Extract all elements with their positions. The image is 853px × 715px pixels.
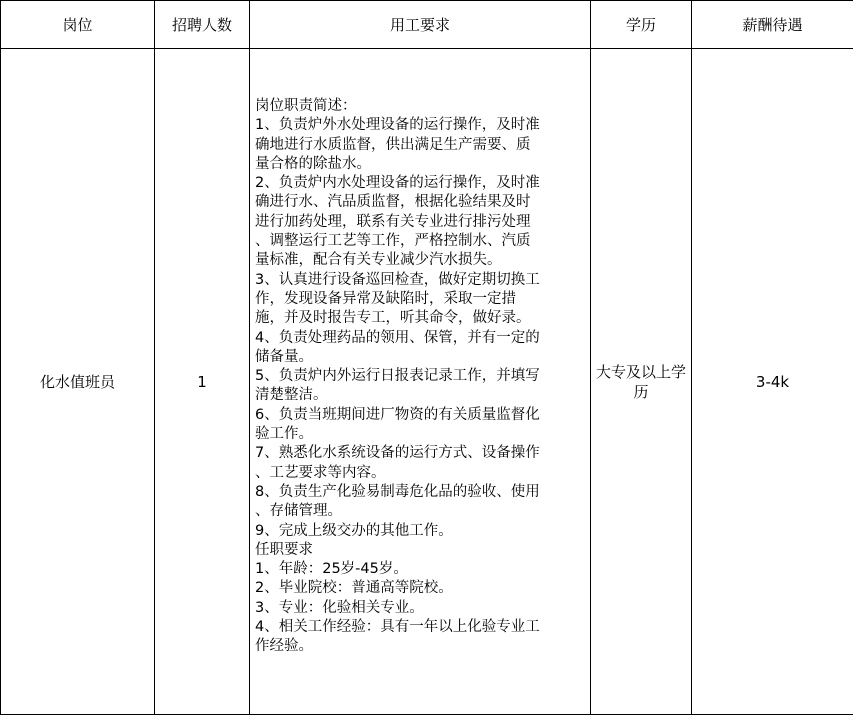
education-text: 大专及以上学历 (596, 362, 687, 401)
requirement-line: 2、负责炉内水处理设备的运行操作，及时准 (255, 175, 540, 192)
requirement-line: 1、负责炉外水处理设备的运行操作，及时准 (255, 117, 540, 134)
requirement-line: 任职要求 (255, 541, 313, 558)
requirement-line: 3、认真进行设备巡回检查，做好定期切换工 (255, 271, 540, 288)
requirement-line: 岗位职责简述： (255, 98, 357, 114)
requirement-line: 验工作。 (255, 426, 313, 443)
cell-requirements (250, 49, 591, 715)
requirement-line: 、工艺要求等内容。 (255, 464, 386, 481)
requirement-line: 量合格的除盐水。 (255, 155, 371, 172)
requirement-line: 6、负责当班期间进厂物资的有关质量监督化 (255, 406, 540, 423)
cell-headcount: 1 (155, 49, 250, 715)
table-row (1, 49, 853, 715)
header-education: 学历 (591, 1, 692, 49)
requirement-line: 5、负责炉内外运行日报表记录工作，并填写 (255, 368, 540, 385)
header-row (1, 1, 853, 49)
requirement-line: 3、专业：化验相关专业。 (255, 599, 424, 616)
requirement-line: 作经验。 (255, 638, 313, 655)
header-headcount: 招聘人数 (155, 1, 250, 49)
requirement-line: 施，并及时报告专工，听其命令，做好录。 (255, 310, 531, 327)
cell-education (591, 49, 692, 715)
requirement-line: 4、相关工作经验：具有一年以上化验专业工 (255, 619, 540, 636)
requirement-line: 1、年龄：25岁-45岁。 (255, 561, 408, 578)
requirement-line: 清楚整洁。 (255, 387, 328, 404)
requirement-line: 9、完成上级交办的其他工作。 (255, 522, 453, 539)
requirement-line: 确地进行水质监督，供出满足生产需要、质 (255, 136, 531, 153)
cell-salary: 3-4k (692, 49, 853, 715)
requirement-line: 4、负责处理药品的领用、保管，并有一定的 (255, 329, 540, 346)
requirement-line: 、存储管理。 (255, 503, 342, 520)
requirement-line: 量标准，配合有关专业减少汽水损失。 (255, 252, 502, 269)
requirement-line: 8、负责生产化验易制毒危化品的验收、使用 (255, 483, 540, 500)
requirement-line: 2、毕业院校：普通高等院校。 (255, 580, 453, 597)
requirement-line: 作，发现设备异常及缺陷时，采取一定措 (255, 290, 516, 307)
cell-position: 化水值班员 (1, 49, 155, 715)
requirement-line: 、调整运行工艺等工作，严格控制水、汽质 (255, 233, 531, 250)
requirement-line: 7、熟悉化水系统设备的运行方式、设备操作 (255, 445, 540, 462)
requirement-line: 储备量。 (255, 348, 313, 365)
requirement-line: 进行加药处理，联系有关专业进行排污处理 (255, 213, 531, 230)
header-requirements: 用工要求 (250, 1, 591, 49)
requirement-line: 确进行水、汽品质监督，根据化验结果及时 (255, 194, 531, 211)
header-position: 岗位 (1, 1, 155, 49)
header-salary: 薪酬待遇 (692, 1, 853, 49)
